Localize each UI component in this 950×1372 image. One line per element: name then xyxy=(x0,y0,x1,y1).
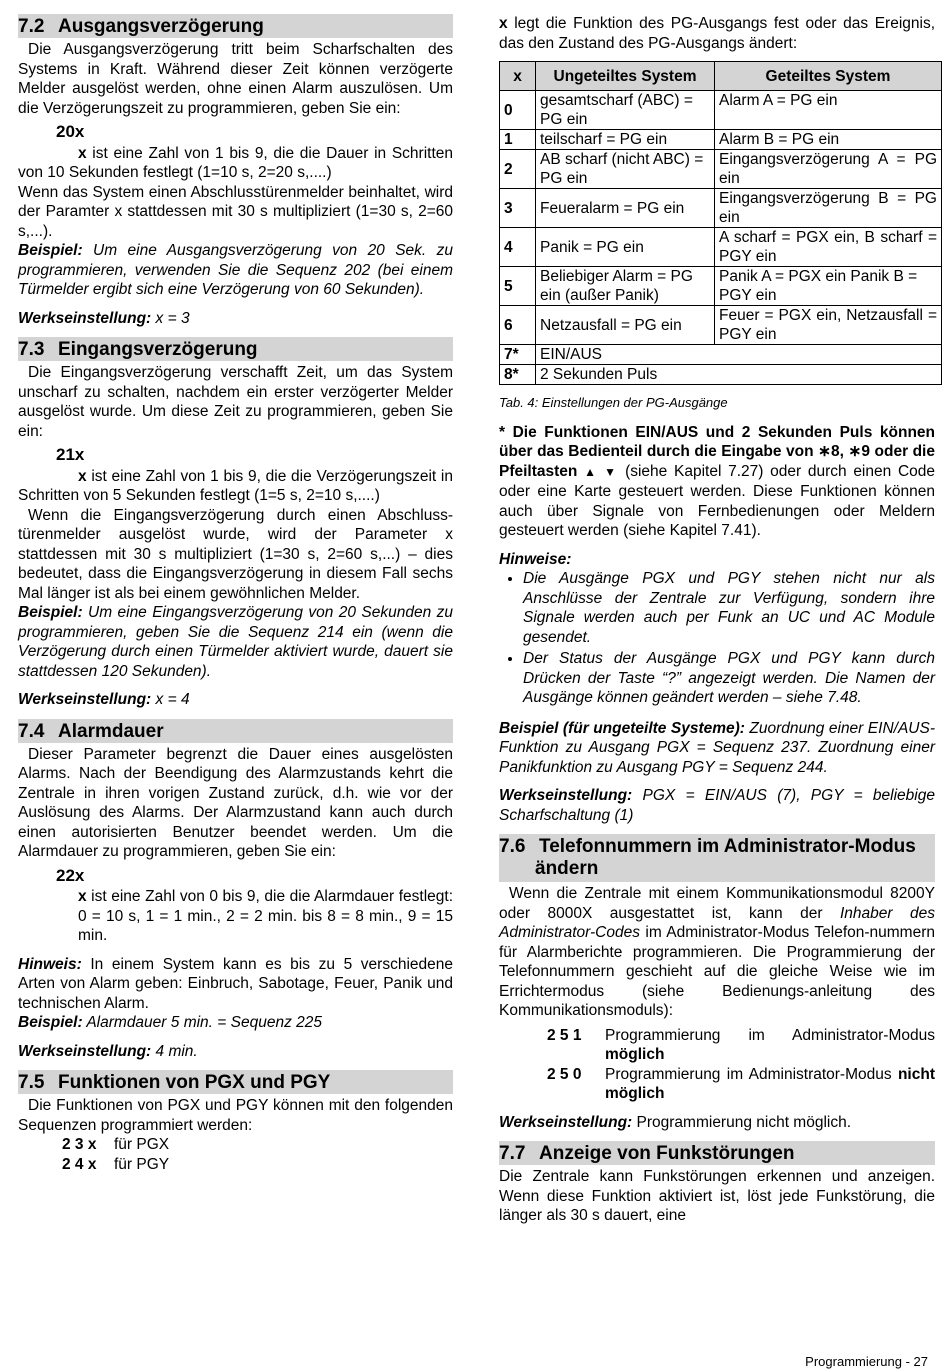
paragraph: Die Zentrale kann Funkstörungen erkennen und anzeigen. Wenn diese Funktion aktiviert ist, löst jede Funkstörung, die länger als 30 s dauert, eine xyxy=(499,1168,935,1224)
default-setting: Werkseinstellung: x = 4 xyxy=(18,691,190,708)
page-footer: Programmierung - 27 xyxy=(805,1354,928,1369)
section-title: Eingangsverzögerung xyxy=(58,339,258,360)
sequence-code: 20x xyxy=(56,122,85,141)
section-heading-7-6 xyxy=(499,834,935,882)
default-setting: Werkseinstellung: x = 3 xyxy=(18,309,190,327)
parameter-description: x ist eine Zahl von 1 bis 9, die die Verzögerungszeit in Schritten von 5 Sekunden festlegt (1=5 s, 2=10 s,....) xyxy=(18,467,453,504)
section-number: 7.7 xyxy=(499,1143,526,1164)
section-heading-7-7 xyxy=(499,1141,935,1165)
list-item: • Der Status der Ausgänge PGX und PGY kann durch Drücken der Taste “?” angezeigt werden. Die Namen der Ausgänge können geändert werden – siehe 7.48. xyxy=(523,649,935,708)
table-row: 8* 2 Sekunden Puls xyxy=(500,365,942,385)
paragraph: Wenn das System einen Abschlusstürenmelder beinhaltet, wird der Paramter x stattdessen mit 30 s multipliziert (1=30 s, 2=60 s,...). xyxy=(18,183,453,240)
section-title: Anzeige von Funkstörungen xyxy=(539,1143,795,1164)
section-number: 7.2 xyxy=(18,16,45,37)
sequence-code: 21x xyxy=(56,445,85,464)
sequence-item: 2 5 1 Programmierung im Administrator-Modus möglich xyxy=(547,1026,935,1063)
sequence-item: 2 3 x für PGX xyxy=(62,1136,170,1153)
section-number: 7.6 xyxy=(499,836,526,857)
paragraph: Die Ausgangsverzögerung tritt beim Scharfschalten des Systems in Kraft. Während dieser Zeit können verzögerte Melder ausgelöst werden, ohne einen Alarm auszulösen. Um die Verzögerungszeit zu programmieren, geben Sie ein: xyxy=(18,41,453,117)
table-header: Ungeteiltes System xyxy=(536,62,715,91)
section-title: Telefonnummern im Administrator-Modus xyxy=(539,836,916,857)
sequence-list xyxy=(62,1135,453,1174)
section-title: Alarmdauer xyxy=(58,720,164,742)
table-row: 0 gesamtscharf (ABC) = PG ein Alarm A = PG ein xyxy=(500,91,942,130)
table-header-row xyxy=(500,62,942,91)
paragraph: x legt die Funktion des PG-Ausgangs fest oder das Ereignis, das den Zustand des PG-Ausgangs ändert: xyxy=(499,15,935,52)
section-title-continued: ändern xyxy=(535,858,599,879)
table-row: 7* EIN/AUS xyxy=(500,345,942,365)
table-caption: Tab. 4: Einstellungen der PG-Ausgänge xyxy=(499,395,728,410)
footnote: * Die Funktionen EIN/AUS und 2 Sekunden Puls können über das Bedienteil durch die Eingabe von ∗8, ∗9 oder die Pfeiltasten ▲ ▼ (siehe Kapitel 7.27) oder durch einen Code oder eine Karte gesteuert werden. Diese Funktionen können auch über Signale von Fernbedienungen oder Meldern gesteuert werden (siehe Kapitel 7.41). xyxy=(499,423,935,539)
default-setting: Werkseinstellung: 4 min. xyxy=(18,1042,198,1060)
paragraph: Die Funktionen von PGX und PGY können mit den folgenden Sequenzen programmiert werden: xyxy=(18,1097,453,1134)
list-item: • Die Ausgänge PGX und PGY stehen nicht nur als Anschlüsse der Zentrale zur Verfügung, sondern ihre Signale werden auch per Funk an UC und AC Module gesendet. xyxy=(523,569,935,647)
pg-settings-table xyxy=(499,61,942,385)
example: Beispiel: Alarmdauer 5 min. = Sequenz 225 xyxy=(18,1014,322,1031)
right-column xyxy=(499,14,935,1226)
table-row: 4 Panik = PG ein A scharf = PGX ein, B scharf = PGY ein xyxy=(500,228,942,267)
parameter-description: x ist eine Zahl von 1 bis 9, die die Dauer in Schritten von 10 Sekunden festlegt (1=10 s, 2=20 s,....) xyxy=(18,144,453,181)
table-row: 2 AB scharf (nicht ABC) = PG ein Eingangsverzögerung A = PG ein xyxy=(500,150,942,189)
table-row: 5 Beliebiger Alarm = PG ein (außer Panik) Panik A = PGX ein Panik B = PGY ein xyxy=(500,267,942,306)
section-heading-7-4 xyxy=(18,719,453,743)
parameter-description: x ist eine Zahl von 0 bis 9, die die Alarmdauer festlegt: 0 = 10 s, 1 = 1 min., 2 = 2 min. bis 8 = 8 min., 9 = 15 min. xyxy=(78,888,453,944)
arrow-keys-icon: ▲ ▼ xyxy=(584,464,619,479)
notes-list xyxy=(499,569,935,708)
left-column xyxy=(18,14,453,1174)
section-number: 7.5 xyxy=(18,1072,45,1093)
note: Hinweis: In einem System kann es bis zu 5 verschiedene Arten von Alarm geben: Einbruch, Sabotage, Feuer, Panik und technischen Alarm. xyxy=(18,955,453,1012)
paragraph: Wenn die Eingangsverzögerung durch einen Abschluss-türenmelder ausgelöst wurde, wird der Parameter x stattdessen mit 30 s multipliziert (1=30 s, 2=60 s,...) – dies bedeutet, dass die Eingangsverzögerung in diesem Fall sechs Mal länger ist als bei einem gewöhnlichen Melder. xyxy=(18,506,453,602)
sequence-item: 2 4 x für PGY xyxy=(62,1155,170,1173)
example: Beispiel: Um eine Ausgangsverzögerung von 20 Sek. zu programmieren, verwenden Sie die Sequenz 202 (bei einem Türmelder ergibt sich eine Verzögerung von 60 Sekunden). xyxy=(18,242,453,298)
table-header: x xyxy=(500,62,536,91)
example: Beispiel (für ungeteilte Systeme): Zuordnung einer EIN/AUS-Funktion zu Ausgang PGX = Sequenz 237. Zuordnung einer Panikfunktion zu Ausgang PGY = Sequenz 244. xyxy=(499,719,935,776)
section-number: 7.3 xyxy=(18,339,45,360)
default-setting: Werkseinstellung: PGX = EIN/AUS (7), PGY = beliebige Scharfschaltung (1) xyxy=(499,787,935,824)
section-heading-7-2 xyxy=(18,14,453,38)
sequence-item: 2 5 0 Programmierung im Administrator-Modus nicht möglich xyxy=(547,1065,935,1102)
table-row: 3 Feueralarm = PG ein Eingangsverzögerung B = PG ein xyxy=(500,189,942,228)
notes-heading: Hinweise: xyxy=(499,550,572,568)
table-header: Geteiltes System xyxy=(715,62,942,91)
paragraph: Dieser Parameter begrenzt die Dauer eines ausgelösten Alarms. Nach der Beendigung des Alarmzustands kehrt die Zentrale in ihren vorigen Zustand zurück, d.h. wie vor der Auslösung des Alarms. Der Alarmzustand kann auch durch einen autorisierten Benutzer beendet werden. Um die Alarmdauer zu programmieren, geben Sie ein: xyxy=(18,745,453,860)
sequence-code: 22x xyxy=(56,865,85,885)
section-heading-7-3 xyxy=(18,337,453,361)
section-title: Funktionen von PGX und PGY xyxy=(58,1072,331,1093)
section-title: Ausgangsverzögerung xyxy=(58,16,264,37)
section-number: 7.4 xyxy=(18,720,45,742)
paragraph: Die Eingangsverzögerung verschafft Zeit, um das System unscharf zu schalten, nachdem ein erster verzögerter Melder ausgelöst wurde. Um diese Zeit zu programmieren, geben Sie ein: xyxy=(18,364,453,440)
section-heading-7-5 xyxy=(18,1070,453,1094)
table-row: 1 teilscharf = PG ein Alarm B = PG ein xyxy=(500,130,942,150)
table-row: 6 Netzausfall = PG ein Feuer = PGX ein, Netzausfall = PGY ein xyxy=(500,306,942,345)
paragraph: Wenn die Zentrale mit einem Kommunikationsmodul 8200Y oder 8000X ausgestattet ist, kann der Inhaber des Administrator-Codes im Administrator-Modus Telefon-nummern für Alarmberichte programmieren. Die Programmierung der Telefonnummern geschieht auf die gleiche Weise wie im Errichtermodus (siehe Bedienungs-anleitung des Kommunikationsmoduls): xyxy=(499,885,935,1019)
example: Beispiel: Um eine Eingangsverzögerung von 20 Sekunden zu programmieren, geben Sie die Sequenz 214 ein (wenn die Verzögerung durch einen Türmelder aktiviert wurde, dauert sie stattdessen 120 Sekunden). xyxy=(18,604,453,680)
default-setting: Werkseinstellung: Programmierung nicht möglich. xyxy=(499,1113,852,1131)
